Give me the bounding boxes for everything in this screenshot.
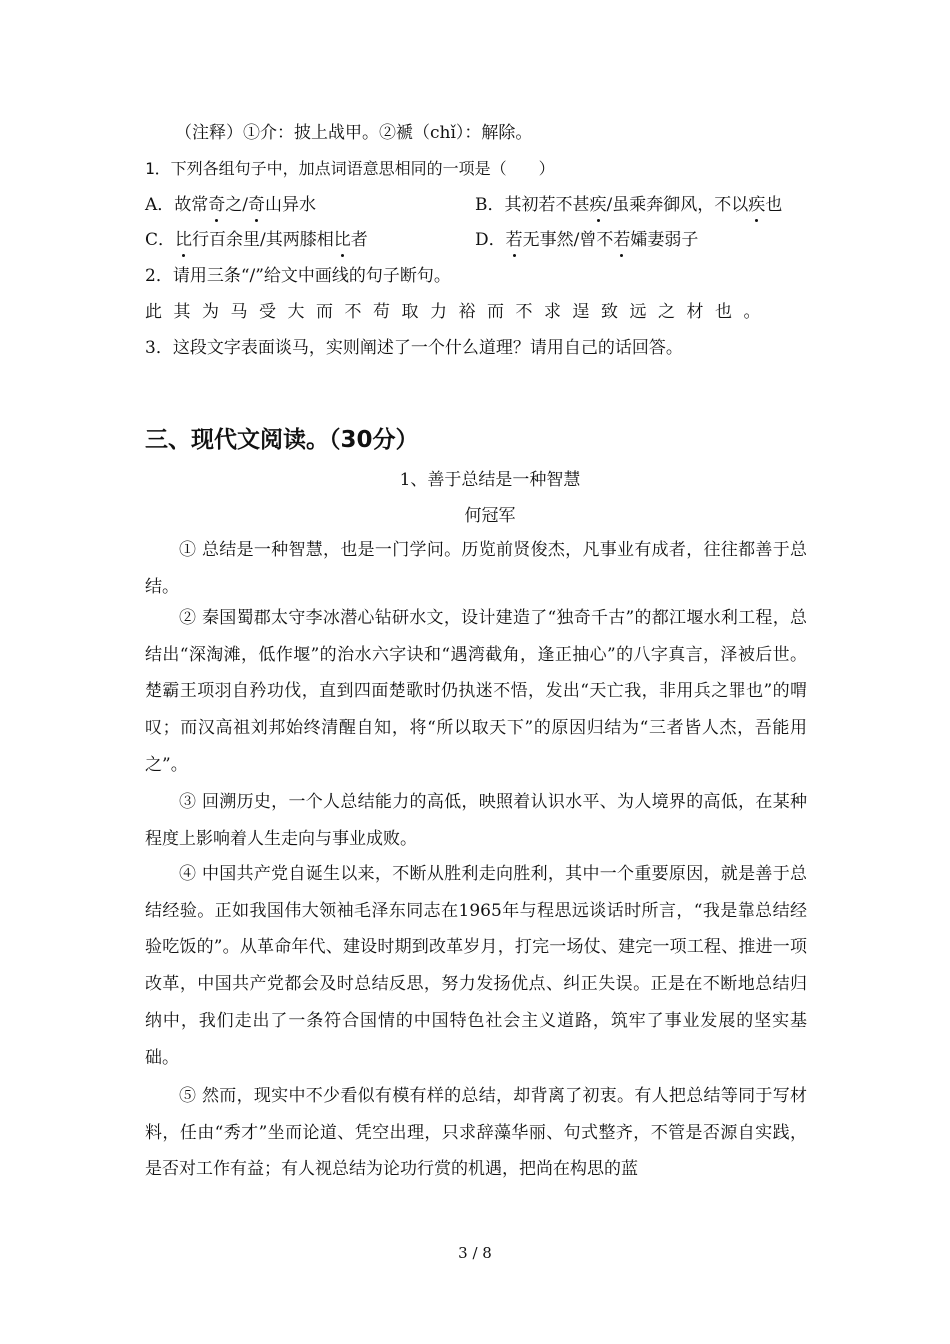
option-d: D．若无事然/曾不若孀妻弱子: [475, 230, 699, 250]
article-paragraph: ② 秦国蜀郡太守李冰潜心钻研水文，设计建造了“独奇千古”的都江堰水利工程，总结出“深淘滩，低作堰”的治水六字诀和“遇湾截角，逢正抽心”的八字真言，泽被后世。楚霸王项羽自矜功伐，直到四面楚歌时仍执迷不悟，发出“天亡我，非用兵之罪也”的喟叹；而汉高祖刘邦始终清醒自知，将“所以取天下”的原因归结为“三者皆人杰，吾能用之”。: [145, 608, 807, 775]
article-paragraph: ③ 回溯历史，一个人总结能力的高低，映照着认识水平、为人境界的高低，在某种程度上影响着人生走向与事业成败。: [145, 792, 807, 849]
option-c: C．比行百余里/其两膝相比者: [145, 230, 368, 250]
article-paragraph: ① 总结是一种智慧，也是一门学问。历览前贤俊杰，凡事业有成者，往往都善于总结。: [145, 540, 807, 597]
article-paragraph: ⑤ 然而，现实中不少看似有模有样的总结，却背离了初衷。有人把总结等同于写材料，任由“秀才”坐而论道、凭空出理，只求辞藻华丽、句式整齐，不管是否源自实践，是否对工作有益；有人视总结为论功行赏的机遇，把尚在构思的蓝: [145, 1086, 807, 1180]
option-b: B．其初若不甚疾/虽乘奔御风，不以疾也: [475, 195, 783, 215]
question-1: 1．下列各组句子中，加点词语意思相同的一项是（ ）: [145, 159, 555, 178]
article-author: 何冠军: [464, 506, 516, 526]
option-a: A．故常奇之/奇山异水: [145, 195, 317, 215]
annotation-note: （注释）①介：披上战甲。②褫（chǐ）：解除。: [175, 123, 533, 143]
question-2: 2．请用三条“/”给文中画线的句子断句。: [145, 266, 451, 286]
question-3: 3．这段文字表面谈马，实则阐述了一个什么道理？请用自己的话回答。: [145, 338, 683, 358]
section-heading: 三、现代文阅读。（30分）: [145, 427, 419, 453]
article-paragraph: ④ 中国共产党自诞生以来，不断从胜利走向胜利，其中一个重要原因，就是善于总结经验。正如我国伟大领袖毛泽东同志在1965年与程思远谈话时所言，“我是靠总结经验吃饭的”。从革命年代、建设时期到改革岁月，打完一场仗、建完一项工程、推进一项改革，中国共产党都会及时总结反思，努力发扬优点、纠正失误。正是在不断地总结归纳中，我们走出了一条符合国情的中国特色社会主义道路，筑牢了事业发展的坚实基础。: [145, 864, 807, 1068]
page-number: 3 / 8: [458, 1244, 492, 1262]
article-title: 1、善于总结是一种智慧: [399, 470, 581, 490]
question-2-sentence: 此其为马受大而不苟取力裕而不求逞致远之材也。: [145, 302, 772, 322]
